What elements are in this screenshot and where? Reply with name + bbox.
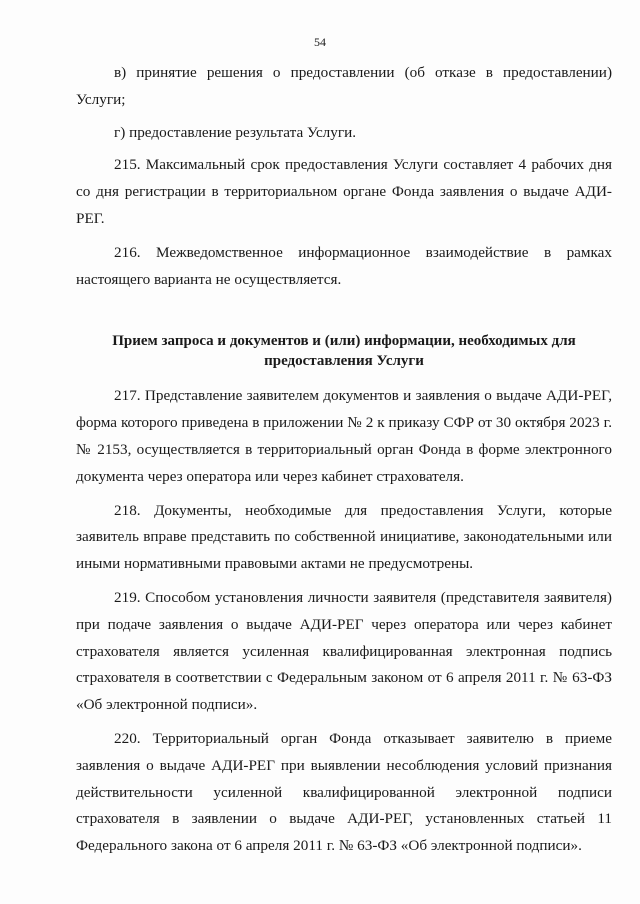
page-number: 54: [314, 35, 326, 49]
section-heading: Прием запроса и документов и (или) информации, необходимых для предоставления Услуги: [112, 333, 576, 370]
paragraph-219: 219. Способом установления личности заявителя (представителя заявителя) при подаче заявления о выдаче АДИ-РЕГ через оператора или через кабинет страхователя является усиленная квалифицированная электронная подпись страхователя в соответствии с Федеральным законом от 6 апреля 2011 г. № 63-ФЗ «Об электронной подписи».: [76, 588, 612, 714]
paragraph-215: 215. Максимальный срок предоставления Услуги составляет 4 рабочих дня со дня регистрации в территориальном органе Фонда заявления о выдаче АДИ-РЕГ.: [76, 156, 612, 227]
paragraph-item-v: в) принятие решения о предоставлении (об отказе в предоставлении) Услуги;: [76, 64, 612, 108]
paragraph-218: 218. Документы, необходимые для предоставления Услуги, которые заявитель вправе представить по собственной инициативе, законодательными или иными нормативными правовыми актами не предусмотрены.: [76, 501, 612, 573]
paragraph-217: 217. Представление заявителем документов и заявления о выдаче АДИ-РЕГ, форма которого приведена в приложении № 2 к приказу СФР от 30 октября 2023 г. № 2153, осуществляется в территориальный орган Фонда в форме электронного документа через оператора или через кабинет страхователя.: [76, 387, 612, 485]
paragraph-item-g: г) предоставление результата Услуги.: [114, 123, 357, 141]
paragraph-220: 220. Территориальный орган Фонда отказывает заявителю в приеме заявления о выдаче АДИ-РЕГ при выявлении несоблюдения условий признания действительности усиленной квалифицированной электронной подписи страхователя в заявлении о выдаче АДИ-РЕГ, установленных статьей 11 Федерального закона от 6 апреля 2011 г. № 63-ФЗ «Об электронной подписи».: [76, 729, 612, 855]
paragraph-216: 216. Межведомственное информационное взаимодействие в рамках настоящего варианта не осуществляется.: [76, 243, 612, 288]
document-body: [76, 60, 612, 867]
